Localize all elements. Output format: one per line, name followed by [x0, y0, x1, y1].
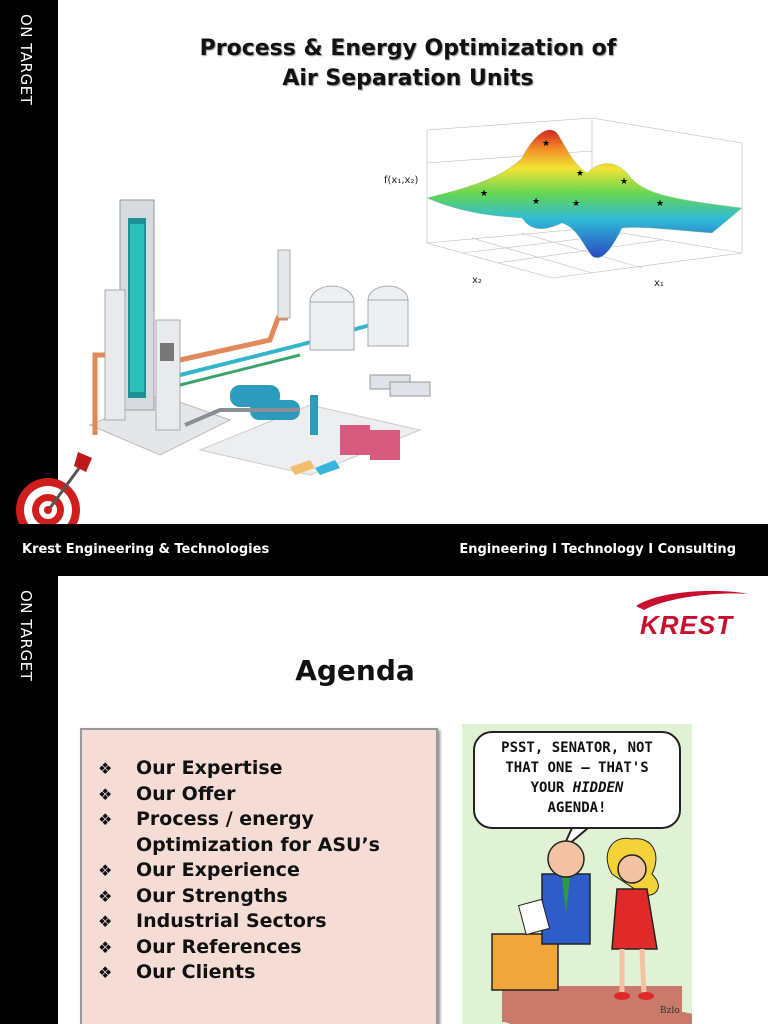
side-bar [0, 576, 58, 1024]
slide-agenda [0, 576, 768, 1024]
slide-title-text [150, 34, 666, 94]
svg-text:★: ★ [480, 189, 489, 199]
bullet-icon: ❖ [98, 886, 113, 906]
logo-text: KREST [640, 610, 734, 640]
krest-logo [630, 586, 766, 640]
bullet-icon: ❖ [98, 784, 113, 804]
agenda-title: Agenda [295, 654, 415, 687]
footer-company: Krest Engineering & Technologies [22, 542, 270, 557]
footer-tagline: Engineering I Technology I Consulting [459, 542, 736, 557]
cartoon-signature: Bzlo [660, 1006, 680, 1016]
agenda-item: ❖ Industrial Sectors [90, 909, 436, 935]
side-label: ON TARGET [17, 590, 35, 682]
svg-text:★: ★ [576, 169, 585, 179]
side-bar [0, 0, 58, 524]
bullet-icon: ❖ [98, 759, 113, 778]
bullet-icon: ❖ [98, 963, 113, 982]
side-label: ON TARGET [17, 14, 35, 106]
title-line-2: Air Separation Units [282, 66, 534, 91]
bullet-icon: ❖ [98, 912, 113, 931]
agenda-box [80, 728, 438, 1024]
agenda-item: ❖ Process / energy Optimization for ASU’s [98, 808, 380, 856]
hidden-agenda-cartoon [462, 724, 692, 1024]
bullet-icon: ❖ [98, 810, 113, 829]
agenda-item: ❖ Our Clients [90, 960, 436, 986]
agenda-item: ❖ Our Strengths [90, 884, 436, 910]
agenda-item: ❖ Our References [90, 935, 436, 961]
asu-plant-illustration [70, 190, 440, 480]
bullet-icon: ❖ [98, 861, 113, 880]
svg-text:★: ★ [572, 199, 581, 209]
plot-x2-label: x₂ [472, 275, 482, 286]
plot-x1-label: x₁ [654, 278, 664, 289]
bullet-icon: ❖ [98, 937, 113, 957]
svg-text:★: ★ [656, 199, 665, 209]
title-line-1: Process & Energy Optimization of [199, 36, 617, 61]
svg-text:★: ★ [620, 177, 629, 187]
agenda-item: ❖ Our Experience [90, 858, 436, 884]
plot-ylabel: f(x₁,x₂) [384, 175, 419, 186]
speech-bubble-text: PSST, SENATOR, NOT THAT ONE – THAT'S YOUR HIDDEN AGENDA! [501, 740, 653, 816]
footer-bar [0, 524, 768, 576]
agenda-item: ❖ Our Offer [90, 782, 436, 808]
svg-text:★: ★ [542, 139, 551, 149]
svg-text:★: ★ [532, 197, 541, 207]
agenda-item: ❖ Our Expertise [90, 756, 436, 782]
agenda-list [82, 730, 436, 986]
